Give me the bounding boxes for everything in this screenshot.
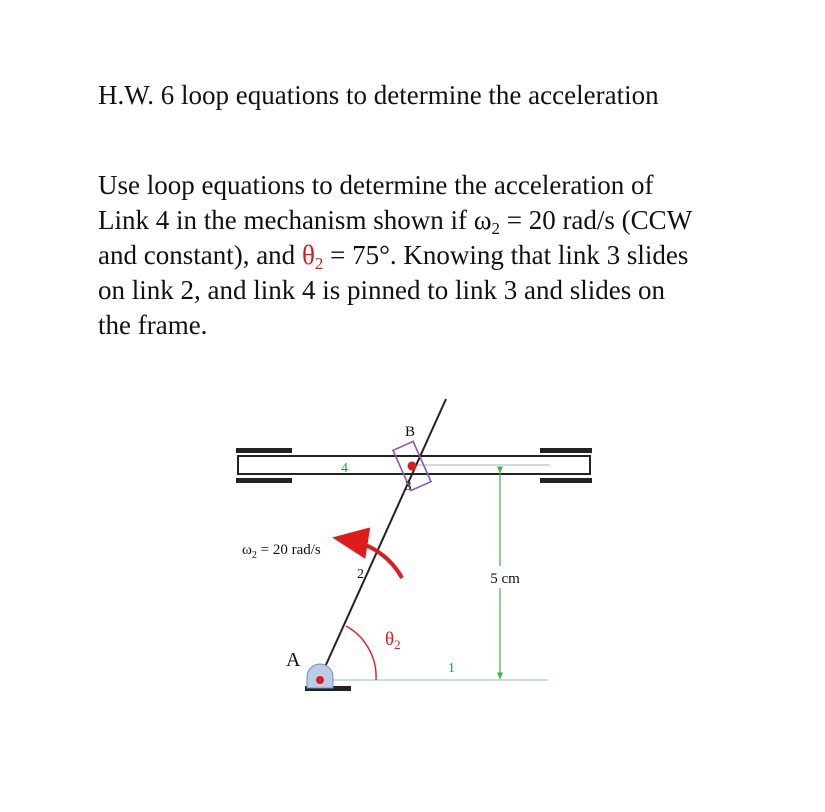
page-title: H.W. 6 loop equations to determine the acceleration <box>98 80 659 110</box>
problem-line-1: Use loop equations to determine the acceleration of <box>98 170 654 200</box>
problem-line-2-start: Link 4 in the mechanism shown if ω <box>98 205 492 235</box>
problem-line-3-start: and constant), and <box>98 240 302 270</box>
link-4-label: 4 <box>341 461 348 476</box>
left-guide <box>236 448 292 483</box>
problem-line-5: the frame. <box>98 310 208 340</box>
theta-label: $\theta_2$ <box>385 629 401 652</box>
problem-line-3-end: = 75°. Knowing that link 3 slides <box>323 240 689 270</box>
point-b-label: B <box>405 424 416 440</box>
link-2-label: 2 <box>357 567 364 582</box>
link-2-crank <box>320 399 446 678</box>
point-a-label: A <box>286 649 301 671</box>
theta-arc <box>346 626 376 680</box>
problem-line-2-end: = 20 rad/s (CCW <box>499 205 693 235</box>
pin-a <box>316 676 324 684</box>
theta-symbol: θ <box>301 240 315 270</box>
problem-line-4: on link 2, and link 4 is pinned to link 3 and slides on <box>98 275 665 305</box>
dimension-label: 5 cm <box>490 571 520 587</box>
theta-subscript: 2 <box>314 254 324 273</box>
omega-subscript: 2 <box>491 219 500 238</box>
link-3-label: 3 <box>405 478 412 493</box>
omega-label: $\omega_2 = 20$ rad/s <box>242 542 321 561</box>
pin-b <box>408 462 417 471</box>
link-1-label: 1 <box>448 661 455 676</box>
